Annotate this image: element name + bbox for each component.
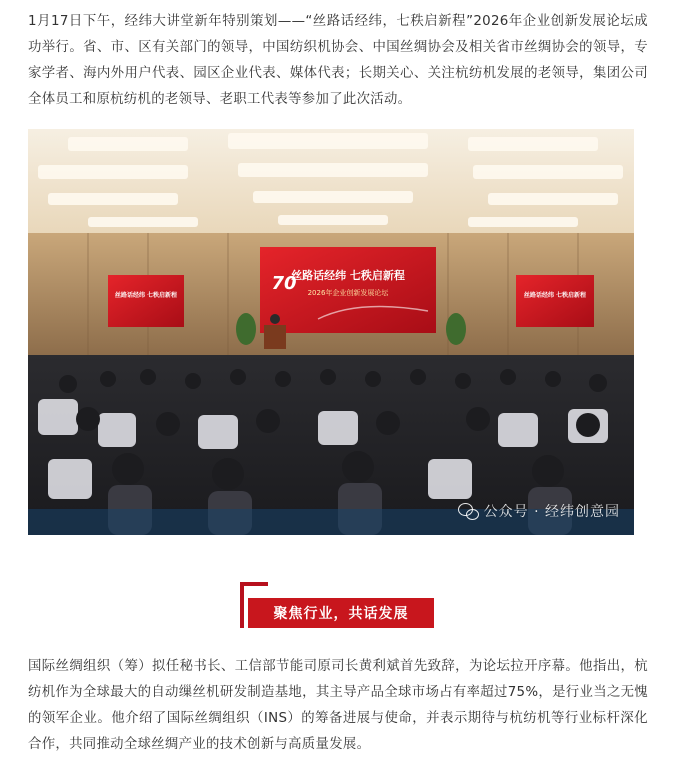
heading-accent-bar [240, 582, 244, 628]
body-paragraph: 国际丝绸组织（筹）拟任秘书长、工信部节能司原司长黄利斌首先致辞，为论坛拉开序幕。他指出，杭纺机作为全球最大的自动缫丝机研发制造基地，其主导产品全球市场占有率超过75%，是行业当之无愧的领军企业。他介绍了国际丝绸组织（INS）的筹备进展与使命，并表示期待与杭纺机等行业标杆深化合作，共同推动全球丝绸产业的技术创新与高质量发展。 [28, 659, 648, 752]
intro-paragraph: 1月17日下午，经纬大讲堂新年特别策划——“丝路话经纬，七秩启新程”2026年企业创新发展论坛成功举行。省、市、区有关部门的领导，中国纺织机协会、中国丝绸协会及相关省市丝绸协会的领导，专家学者、海内外用户代表、园区企业代表、媒体代表；长期关心、关注杭纺机发展的老领导，集团公司全体员工和原杭纺机的老领导、老职工代表等参加了此次活动。 [28, 14, 648, 107]
section-heading-label: 聚焦行业，共话发展 [248, 598, 434, 628]
anniversary-badge: 70 [271, 273, 297, 294]
left-screen-slogan: 丝路话经纬 七秩启新程 [114, 292, 178, 299]
watermark-text: 公众号 · 经纬创意园 [483, 504, 620, 520]
right-screen-slogan: 丝路话经纬 七秩启新程 [523, 292, 587, 299]
wechat-icon [458, 503, 478, 519]
section-heading [240, 582, 436, 628]
forum-photo [28, 129, 634, 535]
heading-accent-tab [240, 582, 268, 586]
stage-slogan: 丝路话经纬 七秩启新程 [291, 269, 405, 282]
watermark [458, 501, 620, 521]
stage-subtitle: 2026年企业创新发展论坛 [307, 289, 389, 297]
